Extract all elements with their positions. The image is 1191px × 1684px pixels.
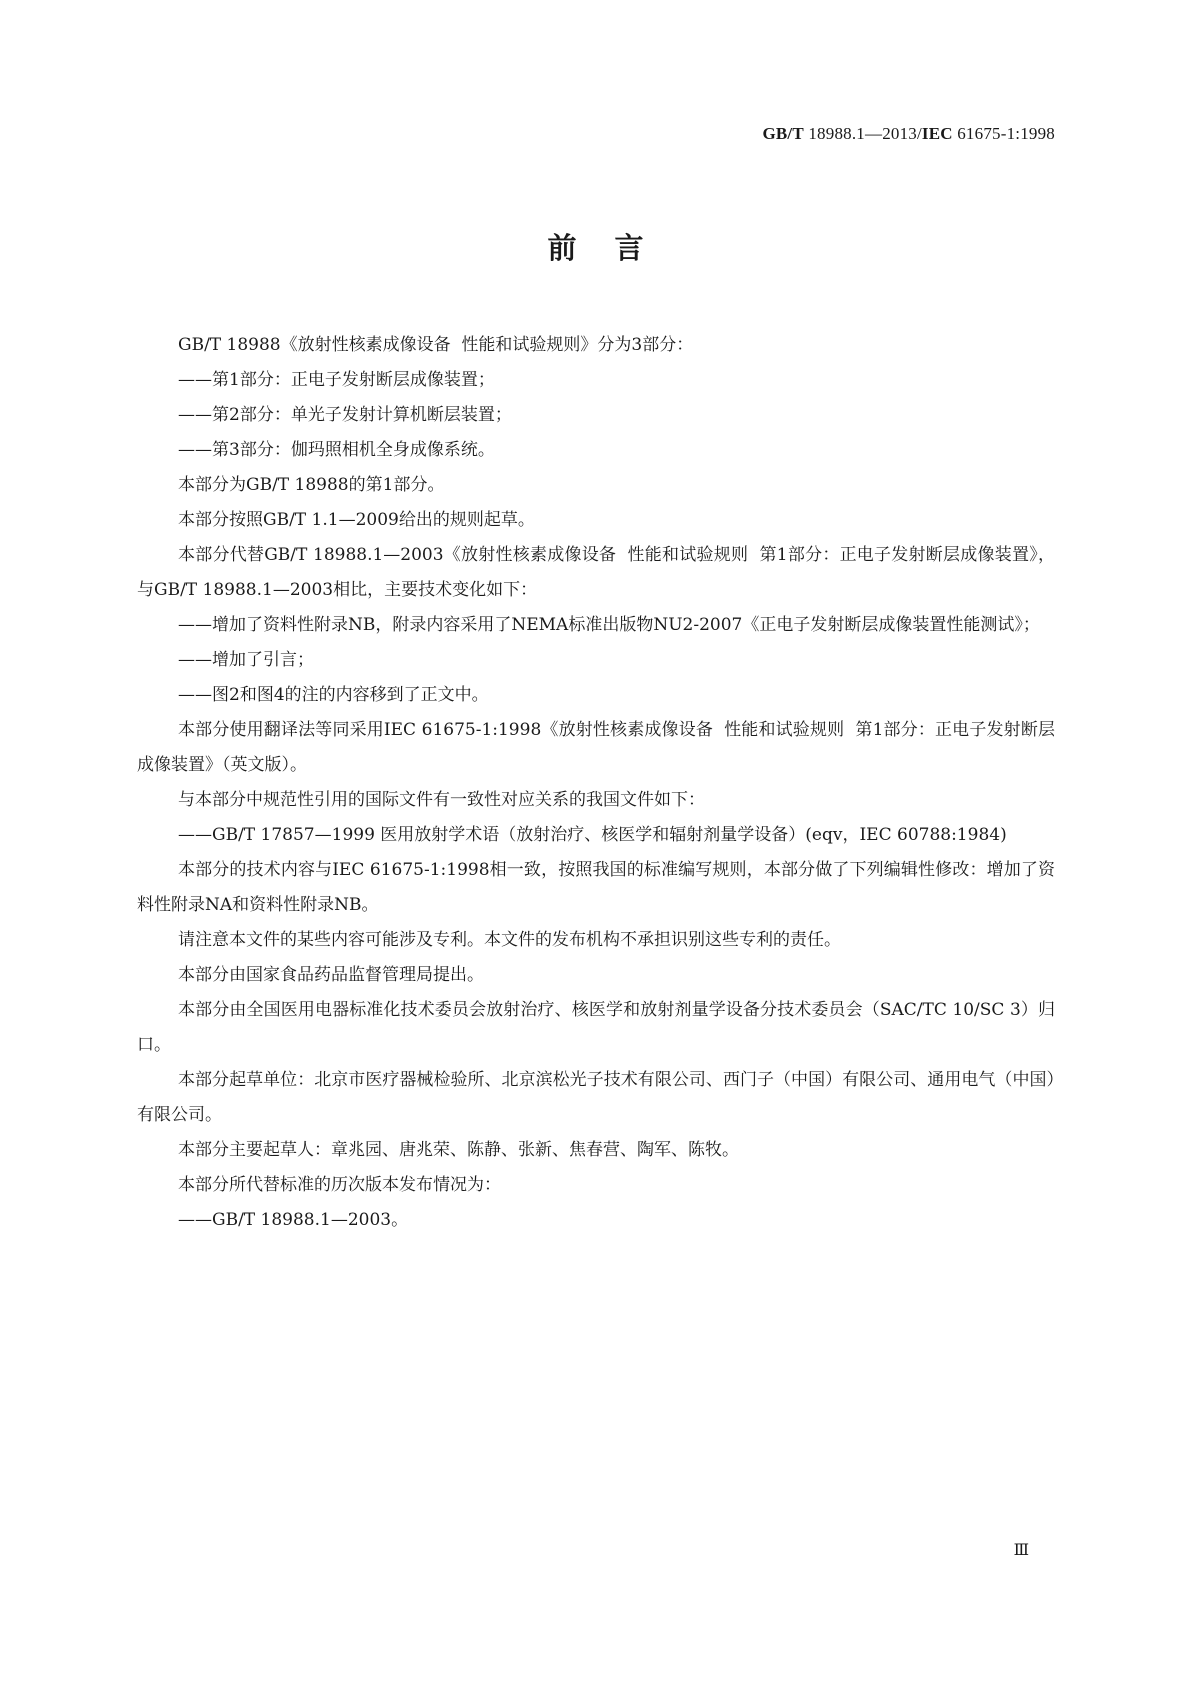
page-number: Ⅲ	[1013, 1542, 1029, 1559]
paragraph: 本部分由国家食品药品监督管理局提出。	[178, 965, 484, 985]
list-item: ——图2和图4的注的内容移到了正文中。	[178, 685, 489, 705]
list-item: ——第1部分：正电子发射断层成像装置；	[178, 370, 495, 390]
page-title: 前言	[547, 231, 682, 265]
paragraph: 本部分的技术内容与IEC 61675-1:1998相一致，按照我国的标准编写规则，本部分做了下列编辑性修改：增加了资料性附录NA和资料性附录NB。	[137, 860, 1055, 915]
page-header-standard-code	[762, 124, 1055, 144]
paragraph: 本部分起草单位：北京市医疗器械检验所、北京滨松光子技术有限公司、西门子（中国）有限公司、通用电气（中国）有限公司。	[137, 1070, 1055, 1125]
paragraph: 本部分使用翻译法等同采用IEC 61675-1:1998《放射性核素成像设备 性能和试验规则 第1部分：正电子发射断层成像装置》（英文版）。	[137, 720, 1055, 775]
list-item: ——GB/T 18988.1—2003。	[178, 1210, 409, 1230]
paragraph: 本部分为GB/T 18988的第1部分。	[178, 475, 445, 495]
foreword-body	[137, 328, 1055, 1238]
paragraph: 本部分由全国医用电器标准化技术委员会放射治疗、核医学和放射剂量学设备分技术委员会（SAC/TC 10/SC 3）归口。	[137, 1000, 1055, 1055]
list-item: ——增加了资料性附录NB，附录内容采用了NEMA标准出版物NU2-2007《正电子发射断层成像装置性能测试》；	[178, 615, 1040, 635]
paragraph: GB/T 18988《放射性核素成像设备 性能和试验规则》分为3部分：	[178, 335, 694, 355]
paragraph: 本部分主要起草人：章兆园、唐兆荣、陈静、张新、焦春营、陶军、陈牧。	[178, 1140, 739, 1160]
list-item: ——第2部分：单光子发射计算机断层装置；	[178, 405, 512, 425]
header-gbt: GB/T	[762, 124, 804, 143]
paragraph: 请注意本文件的某些内容可能涉及专利。本文件的发布机构不承担识别这些专利的责任。	[178, 930, 841, 950]
list-item: ——GB/T 17857—1999 医用放射学术语（放射治疗、核医学和辐射剂量学设备）(eqv，IEC 60788:1984)	[178, 825, 1007, 845]
header-number: 18988.1—2013/	[803, 124, 922, 143]
header-iec: IEC	[921, 124, 953, 143]
paragraph: 与本部分中规范性引用的国际文件有一致性对应关系的我国文件如下：	[178, 790, 705, 810]
list-item: ——增加了引言；	[178, 650, 314, 670]
list-item: ——第3部分：伽玛照相机全身成像系统。	[178, 440, 495, 460]
paragraph: 本部分所代替标准的历次版本发布情况为：	[178, 1175, 501, 1195]
header-iec-number: 61675-1:1998	[952, 124, 1055, 143]
paragraph: 本部分代替GB/T 18988.1—2003《放射性核素成像设备 性能和试验规则 第1部分：正电子发射断层成像装置》，与GB/T 18988.1—2003相比，主要技术变化如下：	[137, 545, 1055, 600]
paragraph: 本部分按照GB/T 1.1—2009给出的规则起草。	[178, 510, 535, 530]
